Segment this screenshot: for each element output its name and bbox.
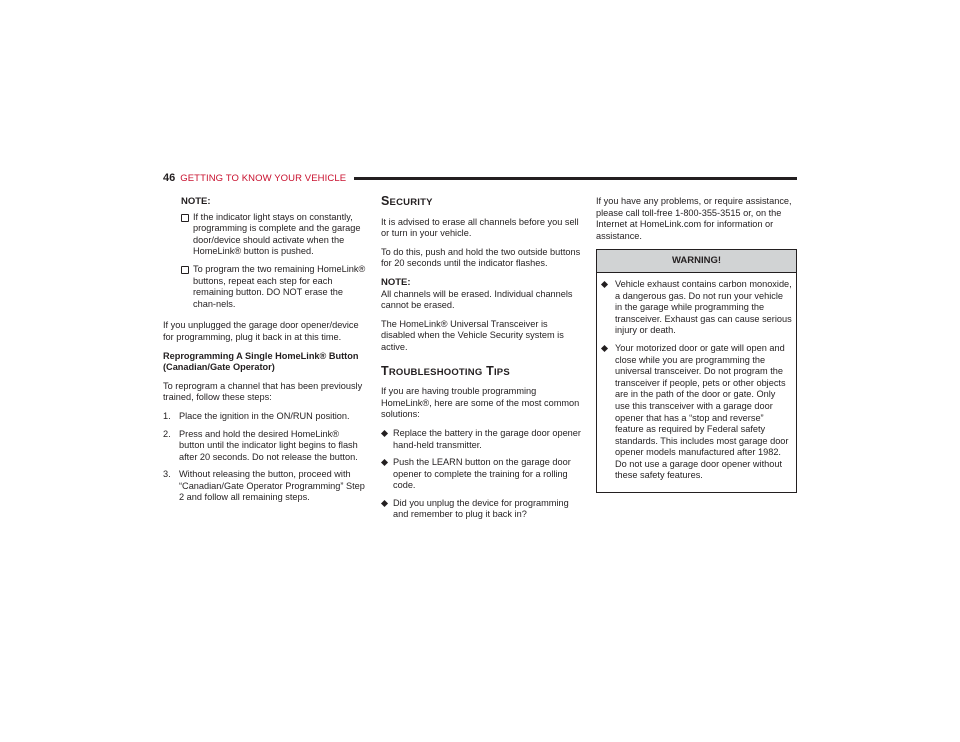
note-paragraph: The HomeLink® Universal Transceiver is disabled when the Vehicle Security system is active.: [381, 318, 564, 352]
security-heading: SECURITY: [381, 194, 433, 208]
step-item: [163, 469, 367, 504]
column-left: [163, 196, 367, 510]
warning-body: [597, 273, 796, 492]
paragraph-unplugged: If you unplugged the garage door opener/device for programming, plug it back in at this time.: [163, 320, 359, 342]
warning-text: Your motorized door or gate will open and close while you are programming the universal transceiver. Do not program the transceiver if people, pets or other objects are in the path of the door or gate. Only use this transceiver with a garage door opener that has a “stop and reverse” feature as required by Federal safety standards. This includes most garage door opener models manufactured after 1982. Do not use a garage door opener without these safety features.: [615, 342, 789, 481]
step-number: 3.: [163, 469, 171, 480]
step-item: [163, 411, 367, 423]
square-bullet-icon: [181, 266, 189, 274]
note-item: [181, 212, 367, 258]
warning-title: WARNING!: [597, 250, 796, 273]
note-block: [181, 196, 367, 310]
column-right: [596, 196, 797, 493]
subheading-reprogramming: Reprogramming A Single HomeLink® Button (Canadian/Gate Operator): [163, 350, 359, 373]
page-header: [163, 171, 797, 185]
note-item-text: To program the two remaining HomeLink® buttons, repeat each step for each remaining button. DO NOT erase the chan-nels.: [193, 263, 366, 309]
note-label: NOTE:: [181, 196, 211, 207]
security-paragraph: To do this, push and hold the two outside buttons for 20 seconds until the indicator flashes.: [381, 246, 581, 269]
step-item: [163, 429, 367, 464]
warning-item: [601, 279, 792, 337]
header-rule: [354, 177, 797, 180]
tip-text: Did you unplug the device for programming and remember to plug it back in?: [393, 497, 569, 520]
tips-intro: If you are having trouble programming HomeLink®, here are some of the most common solutions:: [381, 386, 580, 420]
tip-item: [381, 428, 581, 451]
note-label: NOTE:: [381, 276, 411, 288]
step-text: Place the ignition in the ON/RUN position.: [179, 410, 350, 421]
assistance-paragraph: If you have any problems, or require assistance, please call toll-free 1-800-355-3515 or, on the Internet at HomeLink.com for information or assistance.: [596, 196, 792, 241]
troubleshooting-heading: TROUBLESHOOTING TIPS: [381, 363, 510, 378]
warning-box: [596, 249, 797, 493]
column-middle: [381, 196, 581, 527]
note-item: [181, 264, 367, 310]
step-text: Press and hold the desired HomeLink® button until the indicator light begins to flash after 20 seconds. Do not release the button.: [179, 428, 358, 462]
note-item-text: If the indicator light stays on constantly, programming is complete and the garage door/device should activate when the HomeLink® button is pushed.: [193, 211, 361, 257]
diamond-bullet-icon: [381, 459, 388, 466]
section-title: GETTING TO KNOW YOUR VEHICLE: [180, 172, 347, 184]
warning-item: [601, 343, 792, 482]
security-paragraph: It is advised to erase all channels before you sell or turn in your vehicle.: [381, 216, 579, 239]
step-number: 2.: [163, 428, 171, 439]
tip-item: [381, 498, 581, 521]
diamond-bullet-icon: [381, 430, 388, 437]
diamond-bullet-icon: [601, 281, 608, 288]
paragraph-reprogram: To reprogram a channel that has been previously trained, follow these steps:: [163, 380, 363, 403]
tip-text: Push the LEARN button on the garage door opener to complete the training for a rolling code.: [393, 457, 571, 491]
page-number: 46: [163, 172, 176, 184]
note-paragraph: All channels will be erased. Individual channels cannot be erased.: [381, 288, 573, 311]
tip-text: Replace the battery in the garage door opener hand-held transmitter.: [393, 427, 581, 450]
square-bullet-icon: [181, 214, 189, 222]
warning-text: Vehicle exhaust contains carbon monoxide, a dangerous gas. Do not run your vehicle in the garage while programming the transceiver. Exhaust gas can cause serious injury or death.: [615, 278, 792, 336]
step-number: 1.: [163, 410, 171, 421]
diamond-bullet-icon: [381, 500, 388, 507]
diamond-bullet-icon: [601, 345, 608, 352]
tip-item: [381, 457, 581, 492]
step-text: Without releasing the button, proceed with “Canadian/Gate Operator Programming” Step 2 and follow all remaining steps.: [179, 469, 365, 503]
